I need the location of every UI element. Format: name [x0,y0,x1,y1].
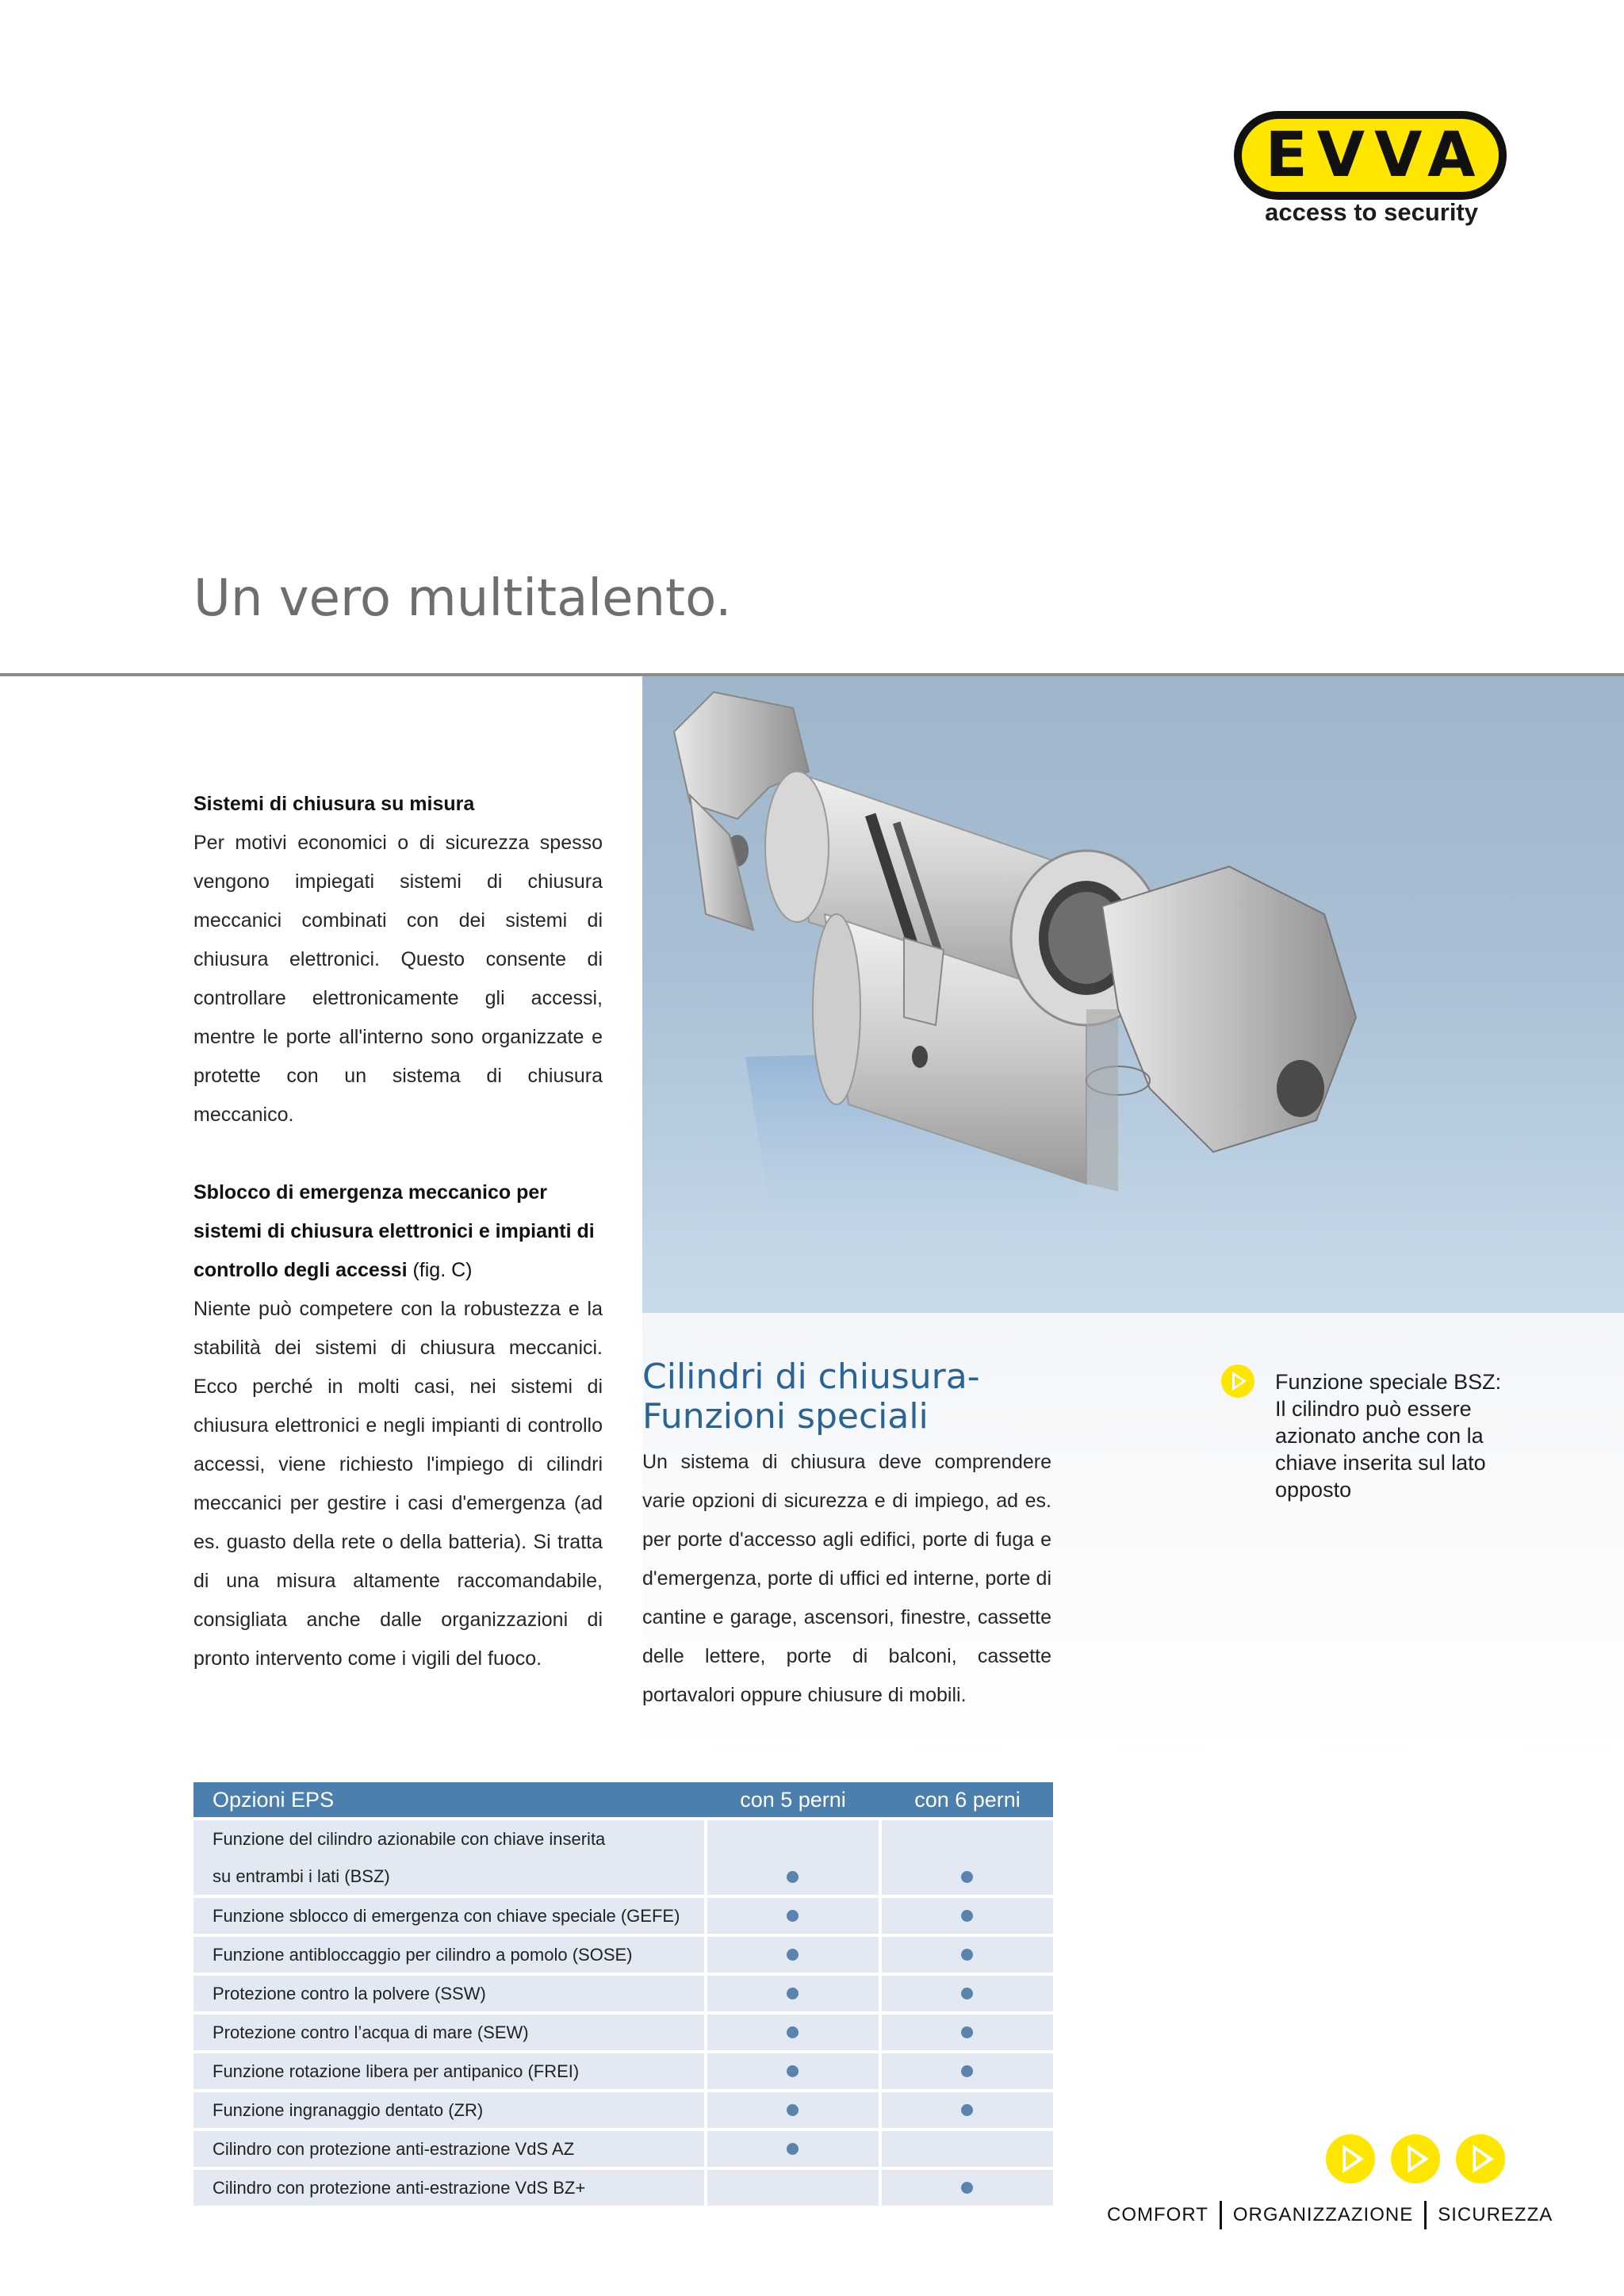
table-body [193,1820,1053,2206]
section1-title: Sistemi di chiusura su misura [193,793,475,815]
cell-6-pins [882,2092,1053,2128]
cell-5-pins [707,2053,879,2089]
cell-5-pins [707,2131,879,2167]
option-label-line1: Cilindro con protezione anti-estrazione VdS AZ [213,2139,575,2159]
option-label [193,2015,704,2050]
cylinder-illustration [642,676,1624,1313]
cell-5-pins [707,2015,879,2050]
table-row [193,2053,1053,2089]
section-heading [642,1357,1071,1437]
option-label-line1: Protezione contro l’acqua di mare (SEW) [213,2022,529,2042]
cell-6-pins [882,1976,1053,2011]
availability-dot-icon [961,2104,973,2116]
eps-options-table [193,1782,1053,2209]
cell-6-pins [882,2015,1053,2050]
cell-5-pins [707,1898,879,1934]
section2-title-block [193,1173,603,1290]
play-circle-icon [1454,2133,1507,2185]
footer-separator [1424,2201,1427,2229]
cell-5-pins [707,1937,879,1973]
page-title: Un vero multitalento. [193,569,732,628]
cell-6-pins [882,1937,1053,1973]
logo-tagline: access to security [1265,198,1478,226]
availability-dot-icon [961,2182,973,2194]
section2-figref: (fig. C) [412,1259,473,1281]
option-label [193,1937,704,1973]
section1-body: Per motivi economici o di sicurezza spesso vengono impiegati sistemi di chiusura meccanici combinati con dei sistemi di chiusura elettronici. Questo consente di controllare elettronicamente gli accessi, mentre le porte all'interno sono organizzate e protette con un sistema di chiusura meccanico. [193,832,603,1126]
option-label [193,2053,704,2089]
option-label [193,2092,704,2128]
side-note: Funzione speciale BSZ: Il cilindro può essere azionato anche con la chiave inserita sul lato opposto [1275,1370,1502,1502]
footer-nav-comfort: COMFORT [1107,2204,1208,2225]
option-label-line1: Funzione ingranaggio dentato (ZR) [213,2100,484,2120]
availability-dot-icon [961,1988,973,1999]
header-options: Opzioni EPS [213,1788,335,1812]
footer-nav [1107,2201,1553,2229]
availability-dot-icon [961,1871,973,1883]
option-label-line1: Funzione del cilindro azionabile con chiave inserita [213,1829,606,1849]
logo-wordmark: EVVA [1265,120,1485,191]
availability-dot-icon [961,2065,973,2077]
availability-dot-icon [961,1910,973,1922]
cell-5-pins [707,1820,879,1895]
footer-nav-sicurezza: SICUREZZA [1438,2204,1553,2225]
left-column [193,785,603,1678]
cell-5-pins [707,2092,879,2128]
option-label [193,1976,704,2011]
section-heading-line2: Funzioni speciali [642,1396,929,1437]
availability-dot-icon [787,1988,799,1999]
section2-title: Sblocco di emergenza meccanico per sistemi di chiusura elettronici e impianti di controllo degli accessi [193,1181,595,1281]
table-row [193,2092,1053,2128]
cell-6-pins [882,2131,1053,2167]
availability-dot-icon [787,2065,799,2077]
availability-dot-icon [787,1949,799,1961]
option-label-line1: Cilindro con protezione anti-estrazione VdS BZ+ [213,2178,586,2198]
table-row [193,1937,1053,1973]
option-label-line1: Funzione sblocco di emergenza con chiave speciale (GEFE) [213,1906,680,1926]
table-row [193,2170,1053,2206]
cell-6-pins [882,2170,1053,2206]
play-circle-icon [1220,1363,1256,1399]
option-label-line1: Funzione antibloccaggio per cilindro a pomolo (SOSE) [213,1945,633,1965]
header-5-pins: con 5 perni [740,1788,846,1812]
cell-5-pins [707,2170,879,2206]
table-row [193,2015,1053,2050]
table-row [193,1820,1053,1895]
option-label-line1: Funzione rotazione libera per antipanico (FREI) [213,2061,580,2081]
cell-5-pins [707,1976,879,2011]
availability-dot-icon [961,2026,973,2038]
cylinder-key-photo [642,676,1624,1313]
option-label [193,2170,704,2206]
table-row [193,2131,1053,2167]
section-heading-line1: Cilindri di chiusura- [642,1357,980,1397]
logo-badge [1234,111,1507,200]
middle-body: Un sistema di chiusura deve comprendere varie opzioni di sicurezza e di impiego, ad es. per porte d'accesso agli edifici, porte di fuga e d'emergenza, porte di uffici ed interne, porte di cantine e garage, ascensori, finestre, cassette delle lettere, porte di balconi, cassette portavalori oppure chiusure di mobili. [642,1451,1051,1706]
availability-dot-icon [787,2104,799,2116]
option-label-line2: su entrambi i lati (BSZ) [213,1866,390,1886]
cell-6-pins [882,1898,1053,1934]
logo-badge-inner [1242,119,1499,192]
availability-dot-icon [787,2143,799,2155]
availability-dot-icon [787,1910,799,1922]
play-circle-icon [1324,2133,1377,2185]
footer-nav-organizzazione: ORGANIZZAZIONE [1232,2204,1414,2225]
header-6-pins: con 6 perni [914,1788,1021,1812]
table-row [193,1898,1053,1934]
section2-body: Niente può competere con la robustezza e la stabilità dei sistemi di chiusura meccanici. Ecco perché in molti casi, nei sistemi di chiusura elettronici e negli impianti di controllo accessi, viene richiesto l'impiego di cilindri meccanici per gestire i casi d'emergenza (ad es. guasto della rete o della batteria). Si tratta di una misura altamente raccomandabile, consigliata anche dalle organizzazioni di pronto intervento come i vigili del fuoco. [193,1298,603,1670]
option-label [193,2131,704,2167]
option-label-line1: Protezione contro la polvere (SSW) [213,1984,486,2003]
evva-logo [1234,111,1508,230]
availability-dot-icon [787,1871,799,1883]
table-header [193,1782,1053,1817]
option-label [193,1820,704,1895]
play-circle-icon [1389,2133,1442,2185]
availability-dot-icon [961,1949,973,1961]
cell-6-pins [882,1820,1053,1895]
availability-dot-icon [787,2026,799,2038]
footer-separator [1220,2201,1222,2229]
table-row [193,1976,1053,2011]
option-label [193,1898,704,1934]
cell-6-pins [882,2053,1053,2089]
